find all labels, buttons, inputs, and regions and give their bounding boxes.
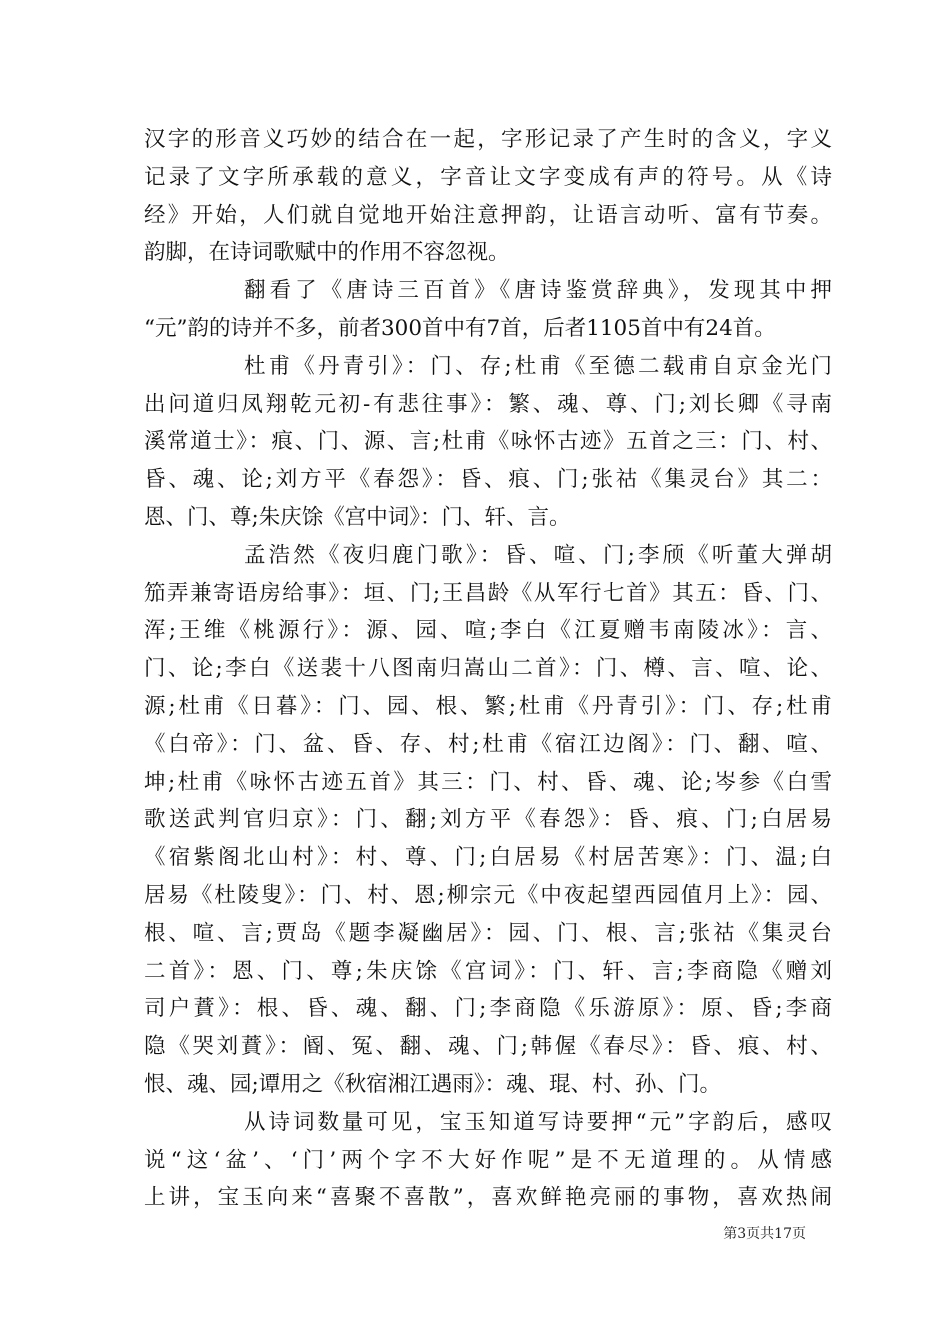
text-line: 出问道归凤翔乾元初-有悲往事》：繁、魂、尊、门;刘长卿《寻南 — [144, 391, 832, 417]
text-line: 上讲，宝玉向来“喜聚不喜散”，喜欢鲜艳亮丽的事物，喜欢热闹 — [144, 1185, 832, 1211]
text-line: 坤;杜甫《咏怀古迹五首》其三：门、村、昏、魂、论;岑参《白雪 — [144, 769, 832, 795]
paragraph — [144, 537, 832, 1104]
text-line: 司户蕡》：根、昏、魂、翻、门;李商隐《乐游原》：原、昏;李商 — [144, 996, 832, 1022]
text-line: 源;杜甫《日暮》：门、园、根、繁;杜甫《丹青引》：门、存;杜甫 — [144, 693, 832, 719]
text-line: 昏、魂、论;刘方平《春怨》：昏、痕、门;张祜《集灵台》其二： — [144, 467, 832, 493]
text-line: 说“这‘盆’、‘门’两个字不大好作呢”是不无道理的。从情感 — [144, 1147, 832, 1173]
text-line: 根、喧、言;贾岛《题李凝幽居》：园、门、根、言;张祜《集灵台 — [144, 920, 832, 946]
text-line: 二首》：恩、门、尊;朱庆馀《宫词》：门、轩、言;李商隐《赠刘 — [144, 958, 832, 984]
text-line: 孟浩然《夜归鹿门歌》：昏、喧、门;李颀《听董大弹胡 — [244, 542, 832, 568]
text-line: 溪常道士》：痕、门、源、言;杜甫《咏怀古迹》五首之三：门、村、 — [144, 429, 832, 455]
paragraph — [144, 272, 832, 348]
text-line: 浑;王维《桃源行》：源、园、喧;李白《江夏赠韦南陵冰》：言、 — [144, 618, 832, 644]
document-body — [144, 121, 832, 1217]
text-line: “元”韵的诗并不多，前者300首中有7首，后者1105首中有24首。 — [144, 315, 776, 341]
text-line: 记录了文字所承载的意义，字音让文字变成有声的符号。从《诗 — [144, 164, 832, 190]
page-number: 第3页共17页 — [723, 1226, 806, 1243]
text-line: 恨、魂、园;谭用之《秋宿湘江遇雨》：魂、琨、村、孙、门。 — [144, 1071, 721, 1097]
text-line: 韵脚，在诗词歌赋中的作用不容忽视。 — [144, 240, 510, 266]
text-line: 笳弄兼寄语房给事》：垣、门;王昌龄《从军行七首》其五：昏、门、 — [144, 580, 832, 606]
text-line: 汉字的形音义巧妙的结合在一起，字形记录了产生时的含义，字义 — [144, 127, 832, 152]
text-line: 居易《杜陵叟》：门、村、恩;柳宗元《中夜起望西园值月上》：园、 — [144, 882, 832, 908]
paragraph — [144, 348, 832, 537]
paragraph — [144, 121, 832, 272]
document-page — [144, 0, 832, 1243]
text-line: 歌送武判官归京》：门、翻;刘方平《春怨》：昏、痕、门;白居易 — [144, 807, 832, 833]
text-line: 《白帝》：门、盆、昏、存、村;杜甫《宿江边阁》：门、翻、喧、 — [144, 731, 832, 757]
text-line: 翻看了《唐诗三百首》《唐诗鉴赏辞典》，发现其中押 — [244, 278, 832, 304]
text-line: 从诗词数量可见，宝玉知道写诗要押“元”字韵后，感叹 — [244, 1109, 832, 1135]
text-line: 《宿紫阁北山村》：村、尊、门;白居易《村居苦寒》：门、温;白 — [144, 845, 832, 871]
text-line: 杜甫《丹青引》：门、存;杜甫《至德二载甫自京金光门 — [244, 353, 832, 379]
paragraph — [144, 1104, 832, 1217]
text-line: 门、论;李白《送裴十八图南归嵩山二首》：门、樽、言、喧、论、 — [144, 656, 832, 682]
text-line: 经》开始，人们就自觉地开始注意押韵，让语言动听、富有节奏。 — [144, 202, 832, 228]
text-line: 隐《哭刘蕡》：阍、冤、翻、魂、门;韩偓《春尽》：昏、痕、村、 — [144, 1034, 832, 1060]
text-line: 恩、门、尊;朱庆馀《宫中词》：门、轩、言。 — [144, 504, 571, 530]
